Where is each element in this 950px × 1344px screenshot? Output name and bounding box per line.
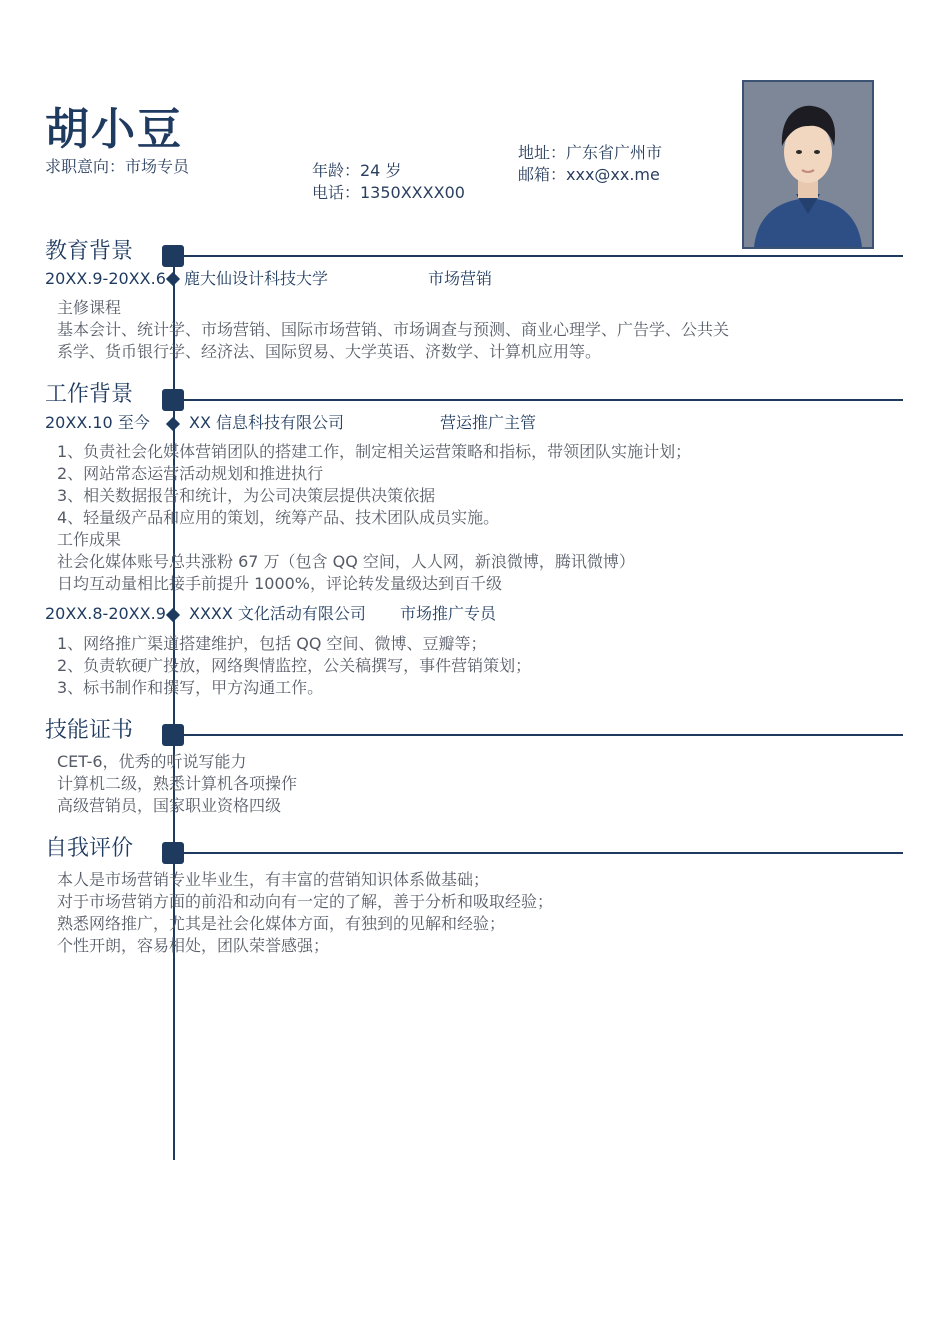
job-date: 20XX.8-20XX.9 xyxy=(45,604,166,623)
timeline-line xyxy=(173,250,175,1160)
job-line: 1、负责社会化媒体营销团队的搭建工作，制定相关运营策略和指标，带领团队实施计划； xyxy=(57,442,692,461)
job-date: 20XX.10 至今 xyxy=(45,413,150,432)
job-company: XX 信息科技有限公司 xyxy=(189,413,345,432)
job-line: 4、轻量级产品和应用的策划，统筹产品、技术团队成员实施。 xyxy=(57,508,500,527)
section-title-education: 教育背景 xyxy=(45,239,134,264)
job-line: 2、网站常态运营活动规划和推进执行 xyxy=(57,464,324,483)
edu-school: 鹿大仙设计科技大学 xyxy=(184,269,329,288)
edu-date: 20XX.9-20XX.6 xyxy=(45,269,166,288)
skill-line: CET-6，优秀的听说写能力 xyxy=(57,752,247,771)
job-line: 3、相关数据报告和统计，为公司决策层提供决策依据 xyxy=(57,486,436,505)
skill-line: 高级营销员，国家职业资格四级 xyxy=(57,796,282,815)
job-line: 工作成果 xyxy=(57,530,122,549)
age: 年龄：24 岁 xyxy=(312,161,402,180)
email: 邮箱：xxx@xx.me xyxy=(518,165,660,184)
job-line: 3、标书制作和撰写，甲方沟通工作。 xyxy=(57,678,324,697)
timeline-diamond xyxy=(166,608,180,622)
edu-line: 基本会计、统计学、市场营销、国际市场营销、市场调查与预测、商业心理学、广告学、公共关 xyxy=(57,320,730,339)
section-divider xyxy=(180,255,903,257)
self-line: 个性开朗，容易相处，团队荣誉感强； xyxy=(57,936,330,955)
section-divider xyxy=(180,852,903,854)
section-title-skills: 技能证书 xyxy=(45,718,134,743)
job-position: 市场推广专员 xyxy=(400,604,497,623)
self-line: 本人是市场营销专业毕业生，有丰富的营销知识体系做基础； xyxy=(57,870,490,889)
section-title-self: 自我评价 xyxy=(45,836,134,861)
edu-details xyxy=(57,297,729,363)
job-details xyxy=(57,441,691,595)
section-title-work: 工作背景 xyxy=(45,382,134,407)
edu-line: 主修课程 xyxy=(57,298,122,317)
job-line: 1、网络推广渠道搭建维护，包括 QQ 空间、微博、豆瓣等； xyxy=(57,634,487,653)
phone: 电话：1350XXXX00 xyxy=(312,183,465,202)
skill-line: 计算机二级，熟悉计算机各项操作 xyxy=(57,774,298,793)
self-line: 对于市场营销方面的前沿和动向有一定的了解，善于分析和吸取经验； xyxy=(57,892,554,911)
job-intent: 求职意向：市场专员 xyxy=(45,157,190,176)
section-divider xyxy=(180,399,903,401)
edu-major: 市场营销 xyxy=(428,269,493,288)
job-details xyxy=(57,633,531,699)
self-line: 熟悉网络推广，尤其是社会化媒体方面，有独到的见解和经验； xyxy=(57,914,506,933)
job-position: 营运推广主管 xyxy=(440,413,537,432)
job-company: XXXX 文化活动有限公司 xyxy=(189,604,366,623)
self-evaluation xyxy=(57,869,553,957)
address: 地址：广东省广州市 xyxy=(518,143,663,162)
job-line: 社会化媒体账号总共涨粉 67 万（包含 QQ 空间，人人网，新浪微博，腾讯微博） xyxy=(57,552,635,571)
edu-line: 系学、货币银行学、经济法、国际贸易、大学英语、济数学、计算机应用等。 xyxy=(57,342,602,361)
job-line: 2、负责软硬广投放，网络舆情监控，公关稿撰写，事件营销策划； xyxy=(57,656,532,675)
skills-list xyxy=(57,751,297,817)
candidate-name: 胡小豆 xyxy=(45,104,183,155)
timeline-diamond xyxy=(166,417,180,431)
section-divider xyxy=(180,734,903,736)
job-line: 日均互动量相比接手前提升 1000%，评论转发量级达到百千级 xyxy=(57,574,503,593)
timeline-diamond xyxy=(166,272,180,286)
portrait-illustration xyxy=(744,82,872,247)
profile-photo xyxy=(742,80,874,249)
